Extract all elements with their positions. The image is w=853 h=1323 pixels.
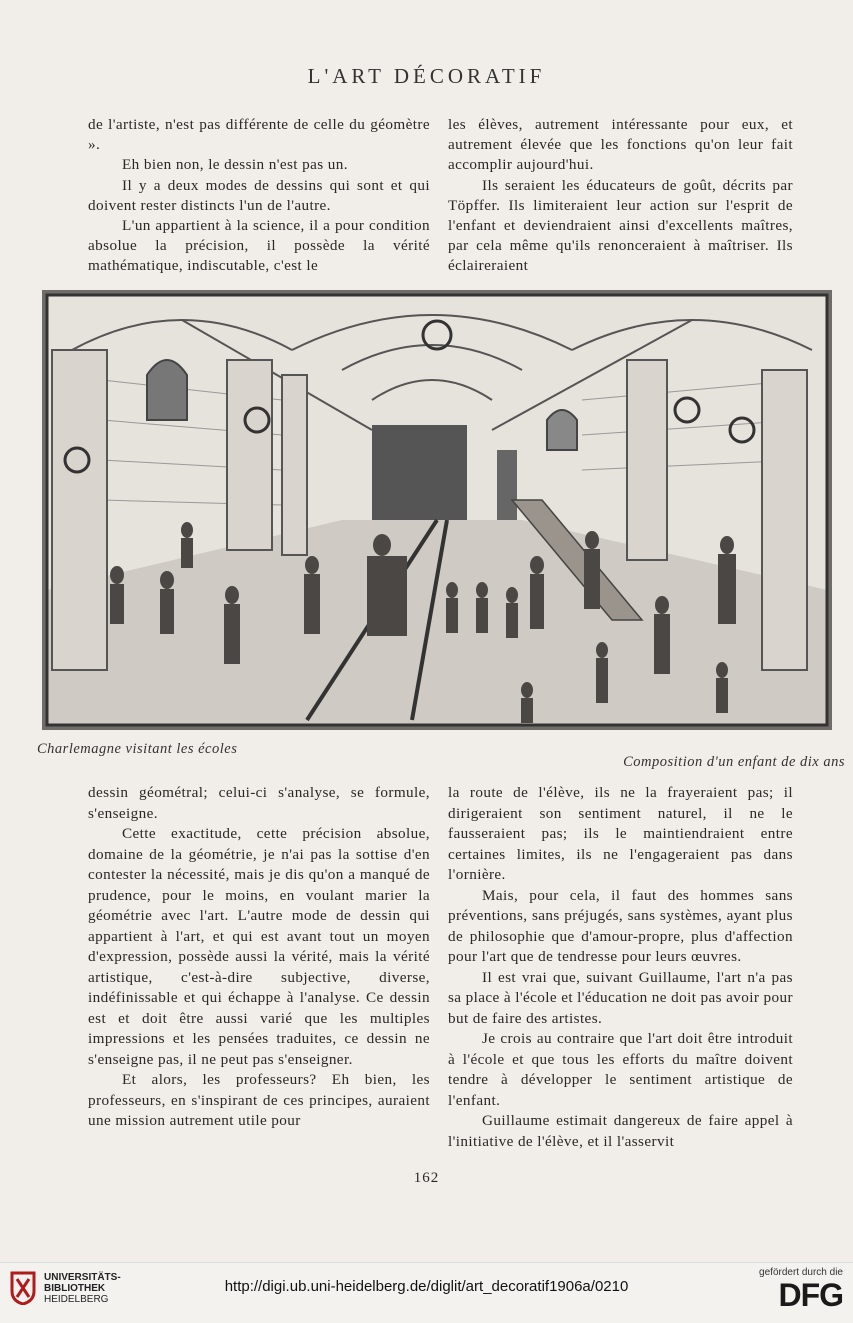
column-right-top: [448, 115, 793, 277]
paragraph: les élèves, autrement intéressante pour eux, et autrement élevée que les fonctions qu'on leur fait accomplir aujourd'hui.: [448, 116, 793, 174]
paragraph: Il y a deux modes de dessins qui sont et qui doivent rester distincts l'un de l'autre.: [88, 176, 430, 214]
paragraph: la route de l'élève, ils ne la frayeraient pas; il dirigeraient son sentiment naturel, il ne le fausseraient pas; ils le maintiendraient entre certaines limites, ils ne l'engageraient pas dans l'ornière.: [448, 784, 793, 883]
illustration-drawing: [42, 290, 832, 730]
funded-by-label: gefördert durch die: [759, 1267, 843, 1278]
paragraph: Cette exactitude, cette précision absolue, domaine de la géométrie, je n'ai pas la sottise d'en contester la nécessité, mais je dis qu'on a manqué de prudence, pour le moins, en voulant marier la géométrie avec l'art. L'autre mode de dessin qui appartient à l'art, et qui est avant tout un moyen d'expression, possède aussi la vérité, mais la vérité artistique, c'est-à-dire subjective, diverse, indéfinissable et qui échappe à l'analyse. Ce dessin est et doit être aussi varié que les multiples impressions et les pensées traduites, ce dessin ne s'enseigne pas, il ne peut pas s'enseigner.: [88, 825, 430, 1068]
library-line: HEIDELBERG: [44, 1293, 109, 1305]
paragraph: dessin géométral; celui-ci s'analyse, se formule, s'enseigne.: [88, 784, 430, 822]
dfg-logo[interactable]: [759, 1267, 843, 1312]
library-line: UNIVERSITÄTS-: [44, 1271, 121, 1283]
caption-right: Composition d'un enfant de dix ans: [623, 754, 845, 770]
column-right-bottom: [448, 783, 793, 1152]
footer-bar: [0, 1262, 853, 1323]
caption-left: Charlemagne visitant les écoles: [37, 741, 238, 757]
source-url-link[interactable]: http://digi.ub.uni-heidelberg.de/diglit/art_decoratif1906a/0210: [224, 1278, 629, 1295]
illustration-charlemagne: [42, 290, 832, 730]
paragraph: L'un appartient à la science, il a pour condition absolue la précision, il possède la vérité mathématique, indiscutable, c'est le: [88, 217, 430, 275]
paragraph: Ils seraient les éducateurs de goût, décrits par Töpffer. Ils limiteraient leur action sur l'esprit de l'enfant et deviendraient ainsi d'excellents maîtres, par cela même qu'ils renonceraient à maîtriser. Ils éclaireraient: [448, 176, 793, 275]
dfg-mark: DFG: [778, 1277, 843, 1313]
page-number: 162: [413, 1170, 440, 1186]
paragraph: Mais, pour cela, il faut des hommes sans préventions, sans préjugés, sans systèmes, ayant plus de philosophie que d'amour-propre, plus d'affection pour l'art que de tendresse pour leurs œuvres.: [448, 886, 793, 965]
paragraph: Eh bien non, le dessin n'est pas un.: [122, 156, 348, 174]
running-header: L'ART DÉCORATIF: [307, 64, 546, 88]
paragraph: Et alors, les professeurs? Eh bien, les professeurs, en s'inspirant de ces principes, auraient une mission autrement utile pour: [88, 1071, 430, 1129]
paragraph: Il est vrai que, suivant Guillaume, l'art n'a pas sa place à l'école et l'éducation ne doit pas avoir pour but de faire des artistes.: [448, 968, 793, 1027]
column-left-top: [88, 115, 430, 277]
paragraph: de l'artiste, n'est pas différente de celle du géomètre ».: [88, 116, 430, 154]
paragraph: Je crois au contraire que l'art doit être introduit à l'école et que tous les efforts du maître doivent tendre à développer le sentiment artistique de l'enfant.: [448, 1030, 793, 1109]
library-line: BIBLIOTHEK: [44, 1282, 106, 1294]
paragraph: Guillaume estimait dangereux de faire appel à l'initiative de l'élève, et il l'asservit: [448, 1112, 793, 1150]
column-left-bottom: [88, 783, 430, 1132]
